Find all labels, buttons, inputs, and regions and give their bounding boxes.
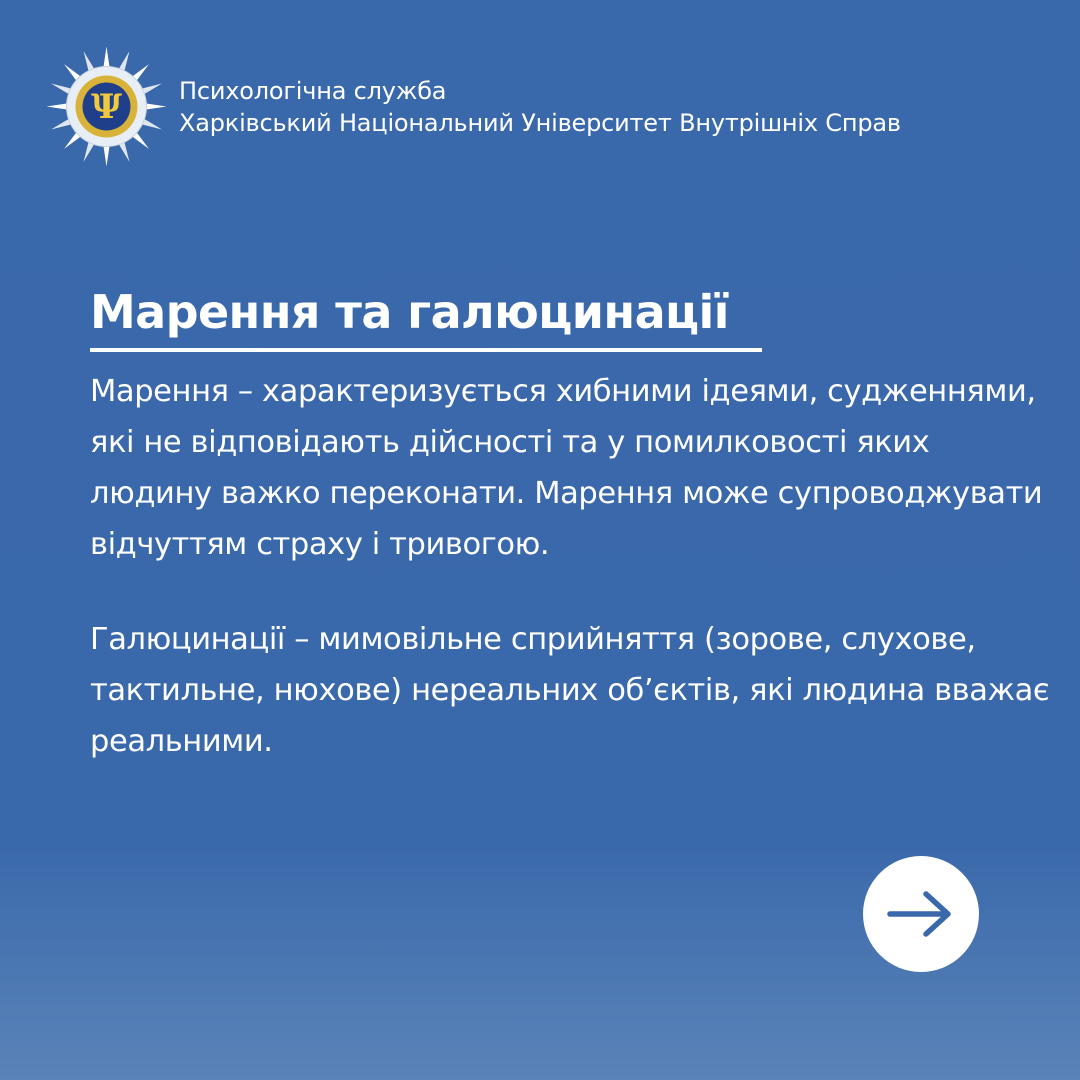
header [44,44,901,169]
hallucination-paragraph: Галюцинації – мимовільне сприйняття (зорове, слухове, тактильне, нюхове) нереальних об’єктів, які людина вважає реальними. [90,622,1050,759]
page-title: Марення та галюцинації [90,285,729,339]
service-name: Психологічна служба [179,76,447,105]
title-block [90,282,762,352]
title-underline [90,348,762,352]
arrow-right-icon [886,889,956,939]
delusion-paragraph: Марення – характеризується хибними ідеями, судженнями, які не відповідають дійсності та у помилковості яких людину важко переконати. Марення може супроводжувати відчуттям страху і тривогою. [90,374,1043,562]
next-button[interactable] [863,856,979,972]
body-text [90,366,1050,767]
organization-name [179,75,901,139]
psi-star-emblem-icon [44,44,169,169]
svg-text:Ψ: Ψ [90,87,123,127]
university-name: Харківський Національний Університет Внутрішніх Справ [179,108,901,137]
